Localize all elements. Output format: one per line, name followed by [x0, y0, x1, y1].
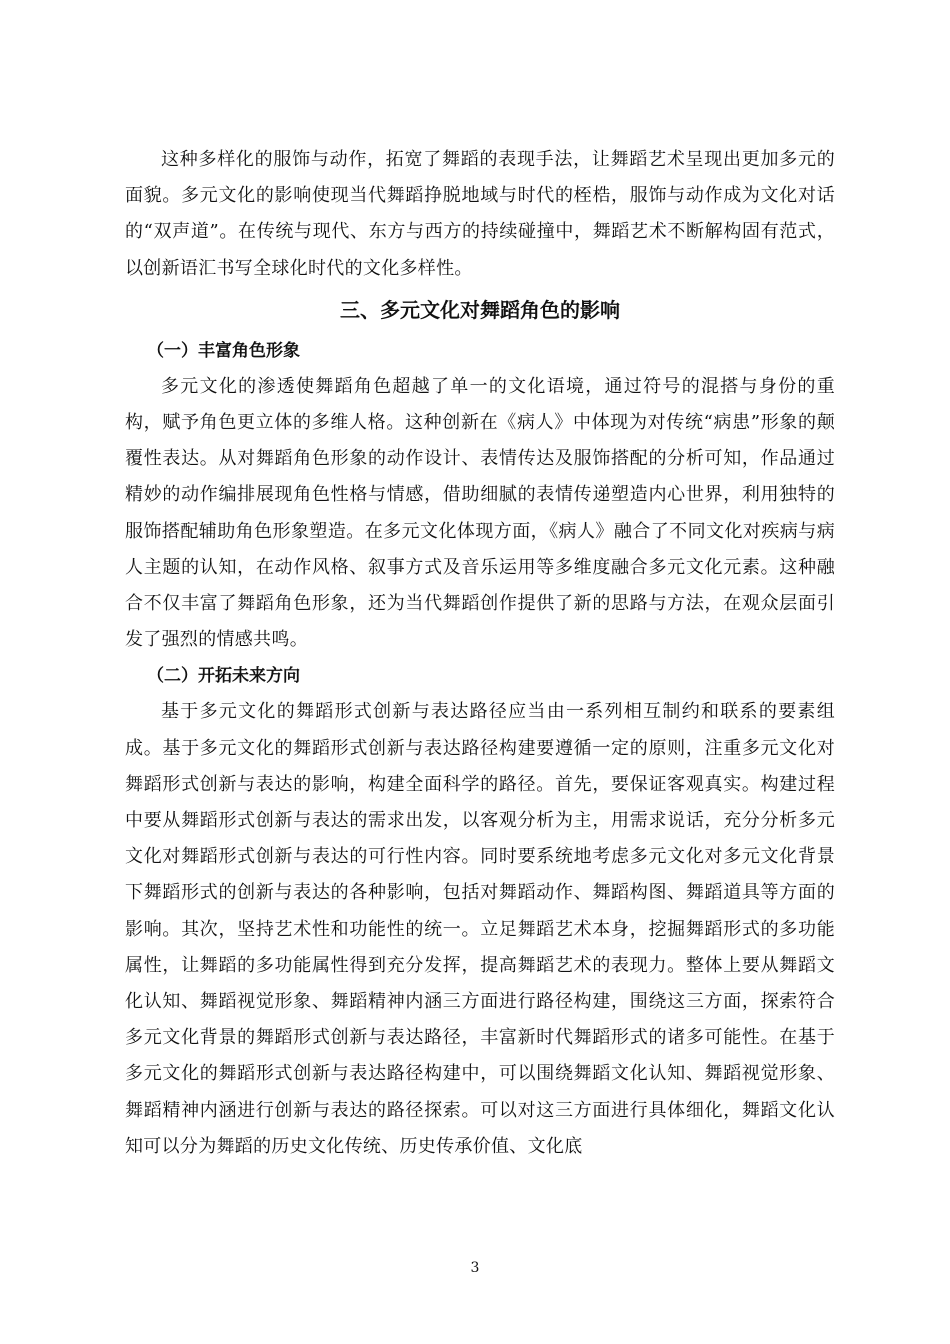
page-content [125, 142, 835, 1165]
paragraph-subsection-2: 基于多元文化的舞蹈形式创新与表达路径应当由一系列相互制约和联系的要素组成。基于多元文化的舞蹈形式创新与表达路径构建要遵循一定的原则，注重多元文化对舞蹈形式创新与表达的影响，构建全面科学的路径。首先，要保证客观真实。构建过程中要从舞蹈形式创新与表达的需求出发，以客观分析为主，用需求说话，充分分析多元文化对舞蹈形式创新与表达的可行性内容。同时要系统地考虑多元文化对多元文化背景下舞蹈形式的创新与表达的各种影响，包括对舞蹈动作、舞蹈构图、舞蹈道具等方面的影响。其次，坚持艺术性和功能性的统一。立足舞蹈艺术本身，挖掘舞蹈形式的多功能属性，让舞蹈的多功能属性得到充分发挥，提高舞蹈艺术的表现力。整体上要从舞蹈文化认知、舞蹈视觉形象、舞蹈精神内涵三方面进行路径构建，围绕这三方面，探索符合多元文化背景的舞蹈形式创新与表达路径，丰富新时代舞蹈形式的诸多可能性。在基于多元文化的舞蹈形式创新与表达路径构建中，可以围绕舞蹈文化认知、舞蹈视觉形象、舞蹈精神内涵进行创新与表达的路径探索。可以对这三方面进行具体细化，舞蹈文化认知可以分为舞蹈的历史文化传统、历史传承价值、文化底 [125, 701, 835, 1157]
subsection-heading-1: （一）丰富角色形象 [147, 340, 300, 361]
paragraph-intro: 这种多样化的服饰与动作，拓宽了舞蹈的表现手法，让舞蹈艺术呈现出更加多元的面貌。多元文化的影响使现当代舞蹈挣脱地域与时代的桎梏，服饰与动作成为文化对话的“双声道”。在传统与现代、东方与西方的持续碰撞中，舞蹈艺术不断解构固有范式，以创新语汇书写全球化时代的文化多样性。 [125, 149, 835, 279]
page-number: 3 [470, 1260, 480, 1276]
section-heading: 三、多元文化对舞蹈角色的影响 [340, 297, 620, 322]
subsection-heading-2: （二）开拓未来方向 [147, 666, 300, 687]
paragraph-subsection-1: 多元文化的渗透使舞蹈角色超越了单一的文化语境，通过符号的混搭与身份的重构，赋予角色更立体的多维人格。这种创新在《病人》中体现为对传统“病患”形象的颠覆性表达。从对舞蹈角色形象的动作设计、表情传达及服饰搭配的分析可知，作品通过精妙的动作编排展现角色性格与情感，借助细腻的表情传递塑造内心世界，利用独特的服饰搭配辅助角色形象塑造。在多元文化体现方面，《病人》融合了不同文化对疾病与病人主题的认知，在动作风格、叙事方式及音乐运用等多维度融合多元文化元素。这种融合不仅丰富了舞蹈角色形象，还为当代舞蹈创作提供了新的思路与方法，在观众层面引发了强烈的情感共鸣。 [125, 375, 835, 651]
